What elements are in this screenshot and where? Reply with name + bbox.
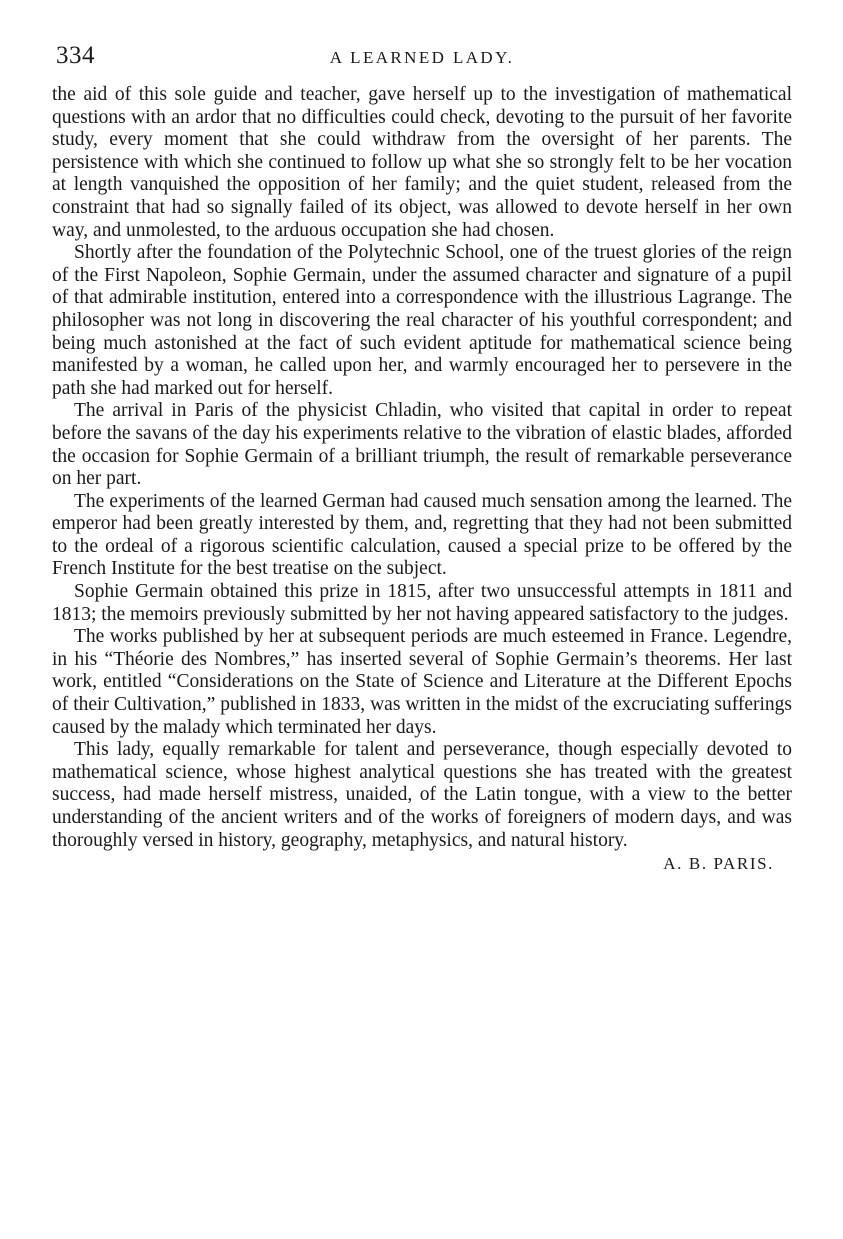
paragraph-works: The works published by her at subsequent periods are much esteemed in France. Legendre, in his “Théorie des Nombres,” has inserted several of Sophie Germain’s theorems. Her last work, entitled “Considerations on the State of Science and Literature at the Different Epochs of their Cultivation,” published in 1833, was written in the midst of the excruciating sufferings caused by the malady which terminated her days. (52, 626, 792, 738)
paragraph-continuation: the aid of this sole guide and teacher, gave herself up to the investigation of mathematical questions with an ardor that no difficulties could check, devoting to the pursuit of her favorite study, every moment that she could withdraw from the oversight of her parents. The persistence with which she continued to follow up what she so strongly felt to be her vocation at length vanquished the opposition of her family; and the quiet student, released from the constraint that had so signally failed of its object, was allowed to devote herself in her own way, and unmolested, to the arduous occupation she had chosen. (52, 84, 792, 241)
paragraph-closing: This lady, equally remarkable for talent and perseverance, though especially devoted to mathematical science, whose highest analytical questions she has treated with the greatest success, had made herself mistress, unaided, of the Latin tongue, with a view to the better understanding of the ancient writers and of the works of foreigners of modern days, and was thoroughly versed in history, geography, metaphysics, and natural history. (52, 739, 792, 851)
article-body (52, 84, 792, 852)
author-signature: A. B. PARIS. (663, 854, 774, 874)
paragraph-experiments: The experiments of the learned German had caused much sensation among the learned. The emperor had been greatly interested by them, and, regretting that they had not been submitted to the ordeal of a rigorous scientific calculation, caused a special prize to be offered by the French Institute for the best treatise on the subject. (52, 490, 792, 580)
paragraph-polytechnic: Shortly after the foundation of the Polytechnic School, one of the truest glories of the reign of the First Napoleon, Sophie Germain, under the assumed character and signature of a pupil of that admirable institution, entered into a correspondence with the illustrious Lagrange. The philosopher was not long in discovering the real character of his youthful correspondent; and being much astonished at the fact of such evident aptitude for mathematical science being manifested by a woman, he called upon her, and warmly encouraged her to persevere in the path she had marked out for herself. (52, 242, 792, 399)
running-head (52, 34, 792, 84)
paragraph-prize: Sophie Germain obtained this prize in 1815, after two unsuccessful attempts in 1811 and 1813; the memoirs previously submitted by her not having appeared satisfactory to the judges. (52, 581, 792, 625)
page-number: 334 (56, 42, 95, 69)
book-page (52, 34, 792, 1214)
paragraph-chladin: The arrival in Paris of the physicist Chladin, who visited that capital in order to repeat before the savans of the day his experiments relative to the vibration of elastic blades, afforded the occasion for Sophie Germain of a brilliant triumph, the result of remarkable perseverance on her part. (52, 400, 792, 490)
running-title: A LEARNED LADY. (329, 48, 515, 67)
